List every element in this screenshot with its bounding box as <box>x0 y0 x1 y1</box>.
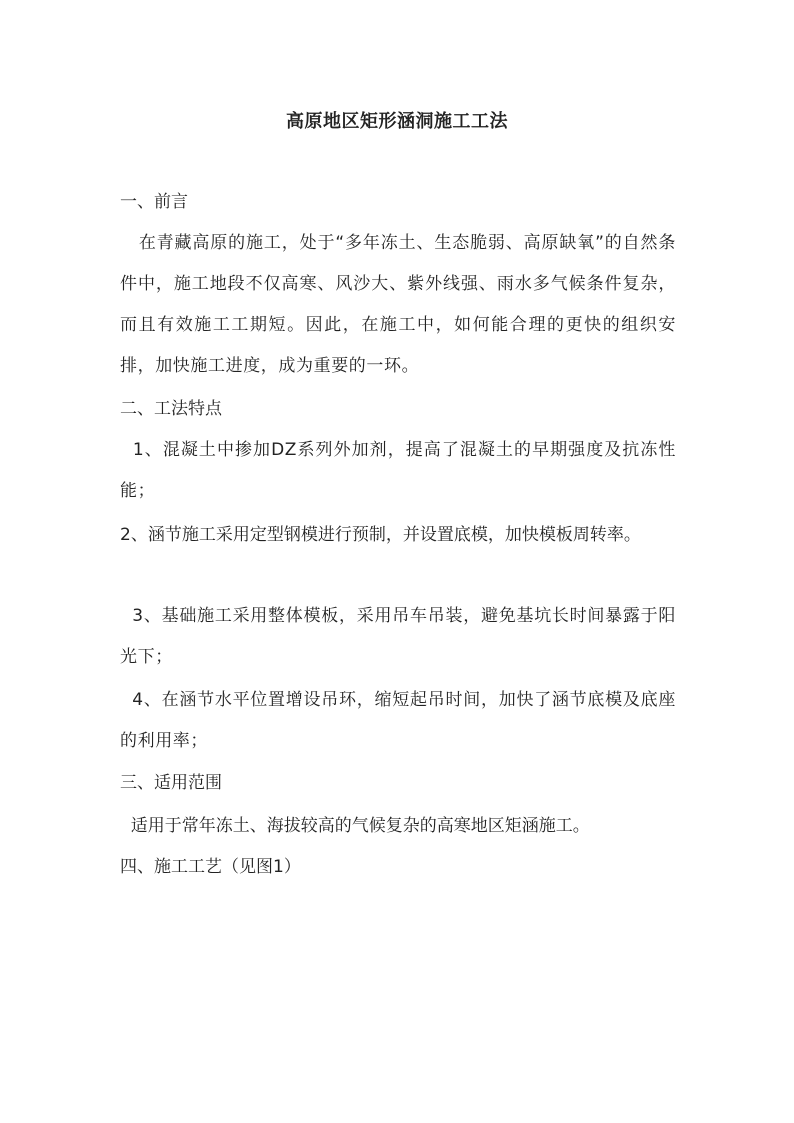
feature-item-1: 1、混凝土中掺加DZ系列外加剂，提高了混凝土的早期强度及抗冻性能； <box>120 440 676 501</box>
section-heading-process: 四、施工工艺（见图1） <box>120 857 301 877</box>
feature-item-3: 3、基础施工采用整体模板，采用吊车吊装，避免基坑长时间暴露于阳光下； <box>120 606 676 667</box>
preface-paragraph: 在青藏高原的施工，处于“多年冻土、生态脆弱、高原缺氧”的自然条件中，施工地段不仅高寒、风沙大、紫外线强、雨水多气候条件复杂，而且有效施工工期短。因此，在施工中，如何能合理的更快的组织安排，加快施工进度，成为重要的一环。 <box>120 233 676 376</box>
section-heading-features: 二、工法特点 <box>120 399 222 419</box>
feature-item-4: 4、在涵节水平位置增设吊环，缩短起吊时间，加快了涵节底模及底座的利用率； <box>120 690 676 751</box>
section-heading-scope: 三、适用范围 <box>120 773 222 793</box>
feature-item-2: 2、涵节施工采用定型钢模进行预制，并设置底模，加快模板周转率。 <box>120 525 641 545</box>
document-title: 高原地区矩形涵洞施工工法 <box>286 111 508 132</box>
scope-paragraph: 适用于常年冻土、海拔较高的气候复杂的高寒地区矩涵施工。 <box>120 816 590 836</box>
section-heading-preface: 一、前言 <box>120 192 188 212</box>
